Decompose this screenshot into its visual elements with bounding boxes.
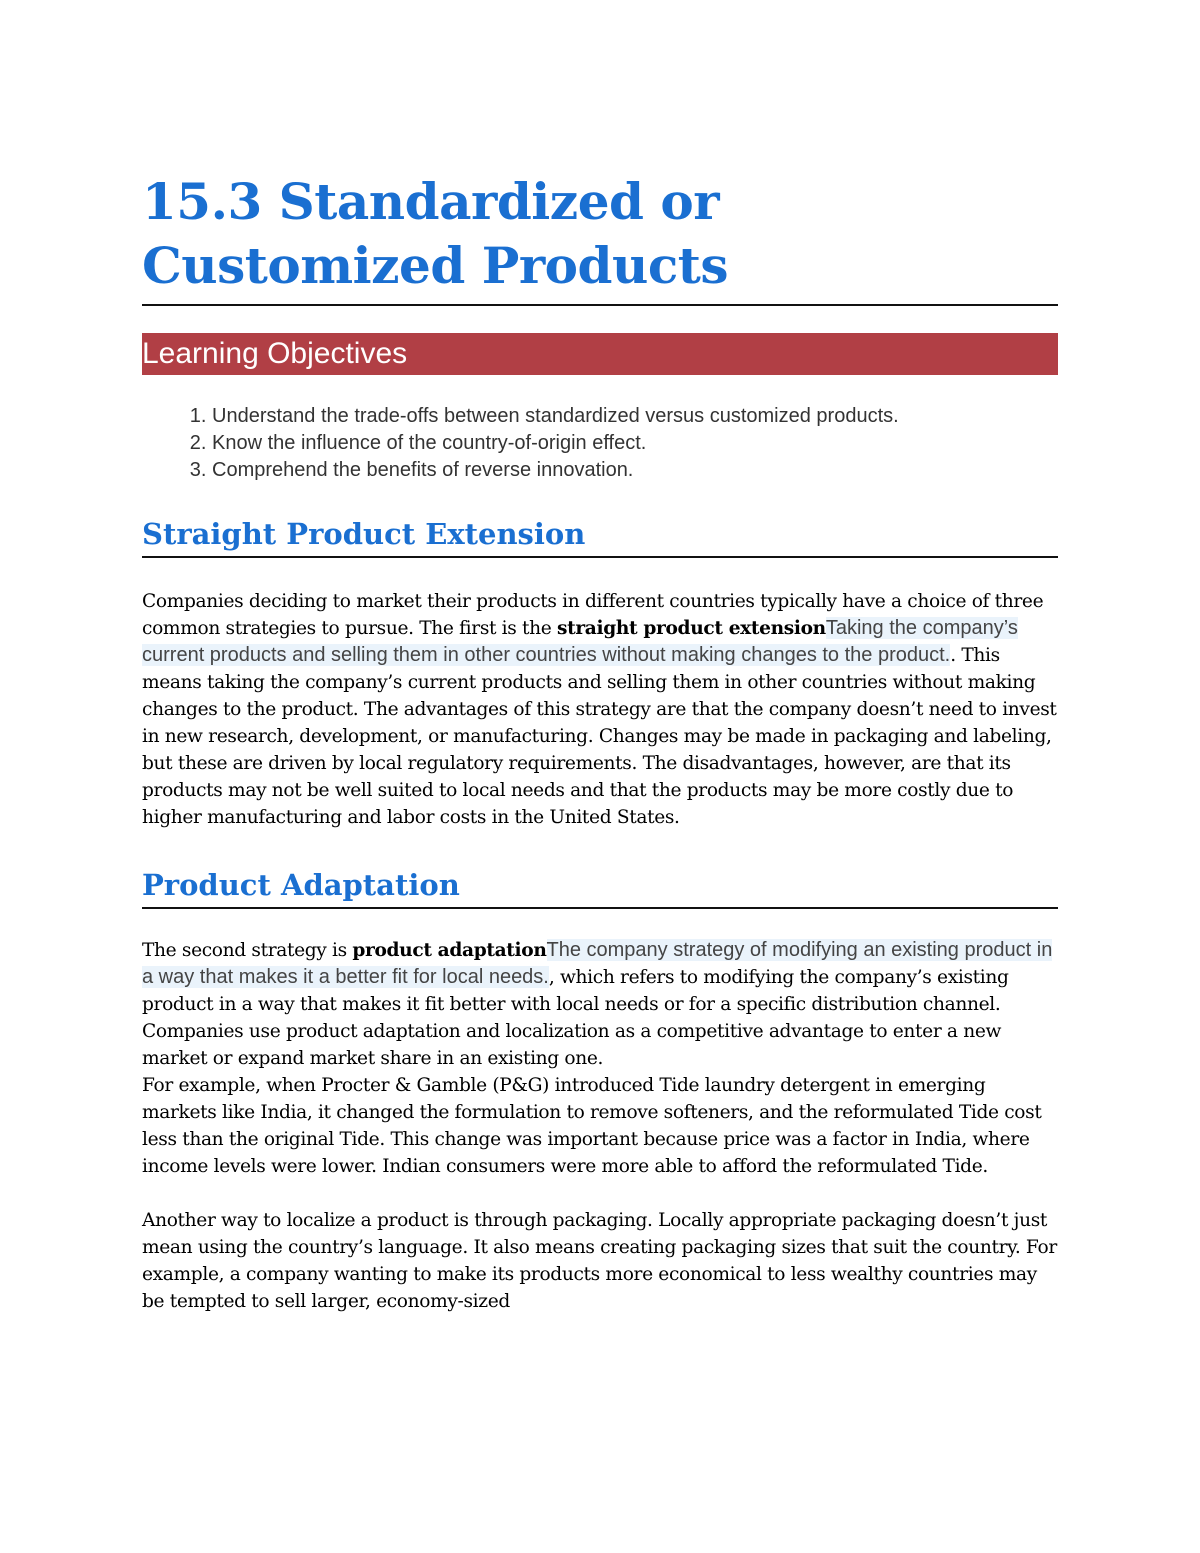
learning-objectives-banner bbox=[142, 333, 1058, 375]
key-term: straight product extension bbox=[557, 618, 826, 639]
objective-item: 1. Understand the trade-offs between standardized versus customized products. bbox=[212, 403, 1058, 430]
paragraph bbox=[142, 937, 1058, 1072]
key-term: product adaptation bbox=[352, 940, 547, 961]
paragraph: Another way to localize a product is through packaging. Locally appropriate packaging doesn’t just mean using the country’s language. It also means creating packaging sizes that suit the country. For example, a company wanting to make its products more economical to less wealthy countries may be tempted to sell larger, economy-sized bbox=[142, 1210, 1057, 1312]
learning-objectives-heading: Learning Objectives bbox=[142, 337, 408, 370]
glossary-definition: Taking the company’s current products and selling them in other countries without making changes to the product. bbox=[142, 617, 1018, 666]
paragraph: For example, when Procter & Gamble (P&G) introduced Tide laundry detergent in emerging markets like India, it changed the formulation to remove softeners, and the reformulated Tide cost less than the original Tide. This change was important because price was a factor in India, where income levels were lower. Indian consumers were more able to afford the reformulated Tide. bbox=[142, 1075, 1042, 1177]
section-divider bbox=[142, 907, 1058, 909]
learning-objectives-list bbox=[142, 403, 1058, 484]
paragraph bbox=[142, 588, 1058, 831]
objective-item: 2. Know the influence of the country-of-origin effect. bbox=[212, 430, 1058, 457]
glossary-definition: The company strategy of modifying an existing product in a way that makes it a better fit for local needs. bbox=[142, 939, 1053, 988]
page-title: 15.3 Standardized or Customized Products bbox=[142, 172, 729, 295]
paragraph-text: , which refers to modifying the company’s existing product in a way that makes it fit better with local needs or for a specific distribution channel. Companies use product adaptation and localization as a competitive advantage to enter a new market or expand market share in an existing one. bbox=[142, 967, 1009, 1069]
section-divider bbox=[142, 556, 1058, 558]
title-divider bbox=[142, 304, 1058, 306]
paragraph-text: Companies deciding to market their products in different countries typically have a choice of three common strategies to pursue. The first is the bbox=[142, 591, 1044, 639]
paragraph-text: The second strategy is bbox=[142, 940, 353, 961]
section-heading-product-adaptation: Product Adaptation bbox=[142, 868, 460, 902]
objective-item: 3. Comprehend the benefits of reverse innovation. bbox=[212, 457, 1058, 484]
section-heading-straight-product-extension: Straight Product Extension bbox=[142, 517, 586, 551]
paragraph-text: . This means taking the company’s current products and selling them in other countries without making changes to the product. The advantages of this strategy are that the company doesn’t need to invest in new research, development, or manufacturing. Changes may be made in packaging and labeling, but these are driven by local regulatory requirements. The disadvantages, however, are that its products may not be well suited to local needs and that the products may be more costly due to higher manufacturing and labor costs in the United States. bbox=[142, 645, 1057, 828]
document-page bbox=[142, 170, 1058, 1315]
